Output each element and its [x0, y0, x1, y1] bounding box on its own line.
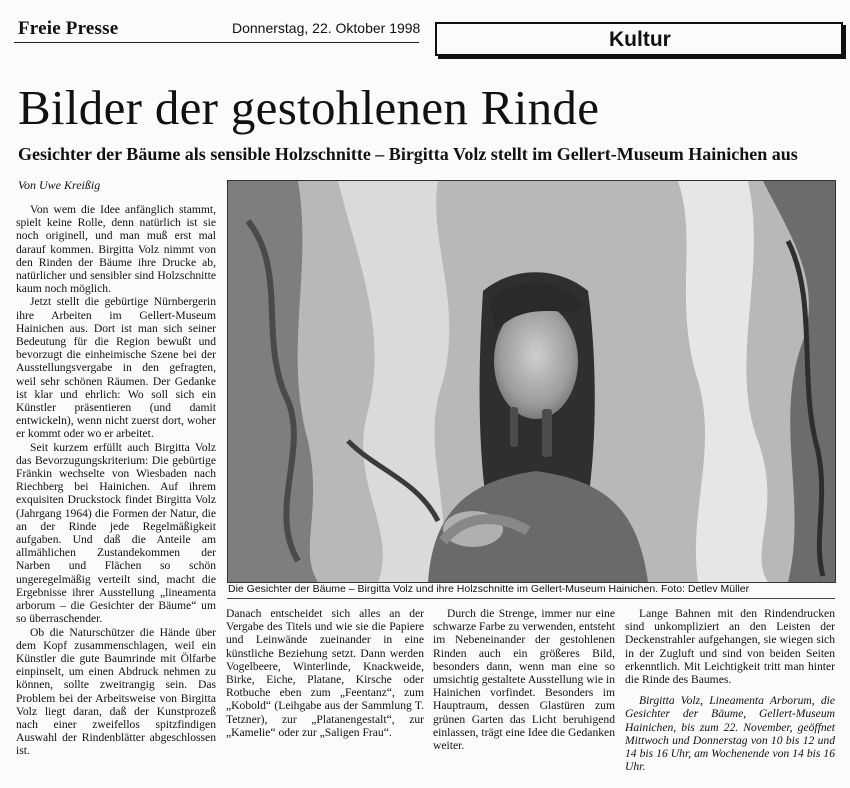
article-column-2	[226, 607, 424, 739]
byline: Von Uwe Kreißig	[18, 178, 101, 192]
headline: Bilder der gestohlenen Rinde	[18, 80, 600, 135]
caption-rule	[227, 598, 835, 599]
article-paragraph: Danach entscheidet sich alles an der Vergabe des Titels und wie sie die Papiere und Leinwände zueinander in eine künstliche Beziehung setzt. Dann werden Vogelbeere, Winterlinde, Knackweide, Birke, Eiche, Platane, Kirsche oder Rotbuche eben zum „Feentanz“, zum „Kobold“ (Leihgabe aus der Sammlung T. Tetzner), zur „Platanengestalt“, zur „Kamelie“ oder zur „Saligen Frau“.	[226, 607, 424, 739]
section-label-box	[435, 22, 843, 56]
article-column-1	[16, 203, 216, 758]
masthead-rule	[14, 42, 419, 43]
exhibition-info: Birgitta Volz, Lineamenta Arborum, die Gesichter der Bäume, Gellert-Museum Hainichen, bis zum 22. November, geöffnet Mittwoch und Donnerstag von 10 bis 12 und 14 bis 16 Uhr, am Wochenende von 14 bis 16 Uhr.	[625, 694, 835, 774]
article-photo	[227, 180, 836, 583]
article-paragraph: Jetzt stellt die gebürtige Nürnbergerin ihre Arbeiten im Gellert-Museum Hainichen aus. Dort ist man sich seiner Bedeutung für die Region bewußt und bevorzugt die einheimische Szene bei der Ausstellungsvergabe in den gefragten, weil sehr schönen Räumen. Der Gedanke ist klar und ehrlich: Wo soll sich ein Künstler präsentieren (und damit entwickeln), wenn nicht zuerst dort, woher er kommt oder wo er arbeitet.	[16, 295, 216, 441]
subheadline: Gesichter der Bäume als sensible Holzschnitte – Birgitta Volz stellt im Gellert-Museum Hainichen aus	[18, 144, 798, 164]
article-paragraph: Seit kurzem erfüllt auch Birgitta Volz das Bevorzugungskriterium: Die gebürtige Fränkin wechselte von Wiesbaden nach Riechberg bei Hainichen. Auf ihrem exquisiten Druckstock findet Birgitta Volz (Jahrgang 1964) die Formen der Natur, die an der Rinde jede Regelmäßigkeit aufgaben. Und daß die Anteile am allmählichen Zustandekommen der Narben und Flächen so schön ungeregelmäßig verteilt sind, macht die Ergebnisse ihrer Ausstellung „lineamenta arborum – die Gesichter der Bäume“ um so überraschender.	[16, 440, 216, 626]
article-column-3	[433, 607, 615, 752]
article-paragraph: Ob die Naturschützer die Hände über dem Kopf zusammenschlagen, weil ein Künstler die gute Baumrinde mit Ölfarbe einpinselt, um einen Abdruck nehmen zu können, sollte zweitrangig sein. Das Problem bei der Arbeitsweise von Birgitta Volz liegt daran, daß der Kunstprozeß nach einer zweifellos spitzfindigen Auswahl der Rindenblätter abgeschlossen ist.	[16, 625, 216, 758]
newspaper-name: Freie Presse	[18, 18, 119, 39]
section-label: Kultur	[609, 28, 671, 51]
article-paragraph: Von wem die Idee anfänglich stammt, spielt keine Rolle, denn natürlich ist sie noch originell, und man muß erst mal darauf kommen. Birgitta Volz nimmt von den Rinden der Bäume ihre Drucke ab, natürlicher und sensibler sind Holzschnitte kaum noch möglich.	[16, 203, 216, 296]
photo-caption: Die Gesichter der Bäume – Birgitta Volz und ihre Holzschnitte im Gellert-Museum Hainichen. Foto: Detlev Müller	[228, 583, 750, 595]
masthead	[14, 14, 840, 54]
article-paragraph: Durch die Strenge, immer nur eine schwarze Farbe zu verwenden, entsteht im Nebeneinander der gestohlenen Rinden auch ein größeres Bild, besonders dann, wenn man eine so umsichtig gestaltete Ausstellung wie in Hainichen vorfindet. Besonders im Hauptraum, dessen Glastüren zum grünen Garten das Licht beruhigend einlassen, trägt eine Idee die Gedanken weiter.	[433, 607, 615, 753]
issue-date: Donnerstag, 22. Oktober 1998	[232, 20, 421, 36]
article-column-4	[625, 607, 835, 773]
portrait-photo-illustration	[228, 181, 835, 582]
article-paragraph: Lange Bahnen mit den Rindendrucken sind unkompliziert an den Leisten der Deckenstrahler aufgehangen, sie wiegen sich in der Zugluft und sind von beiden Seiten erkenntlich. Mit Leichtigkeit tritt man hinter die Rinde des Baumes.	[625, 607, 835, 687]
